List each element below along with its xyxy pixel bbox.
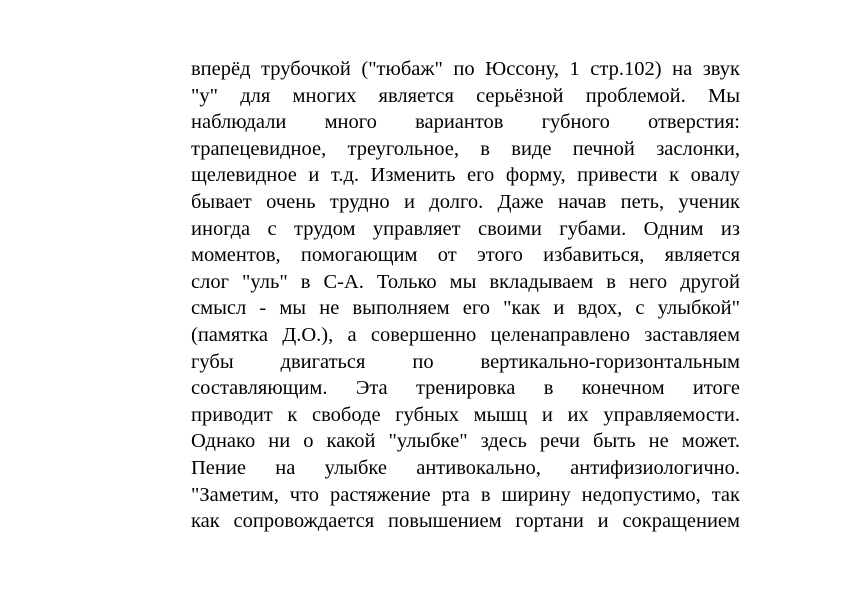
text-line: губы двигаться по вертикально-горизонтальным [191,350,740,373]
text-line: щелевидное и т.д. Изменить его форму, привести к овалу [191,164,740,187]
text-line: "Заметим, что растяжение рта в ширину недопустимо, так [191,483,740,506]
text-line: слог "уль" в С-А. Только мы вкладываем в него другой [191,270,740,293]
text-line: "у" для многих является серьёзной проблемой. Мы [191,84,740,107]
text-line: приводит к свободе губных мышц и их управляемости. [191,403,740,426]
text-line: Пение на улыбке антивокально, антифизиологично. [191,456,740,479]
text-line: Однако ни о какой "улыбке" здесь речи быть не может. [191,430,740,453]
text-line: (памятка Д.О.), а совершенно целенаправлено заставляем [191,323,740,346]
text-line: моментов, помогающим от этого избавиться, является [191,244,740,267]
text-line: трапецевидное, треугольное, в виде печной заслонки, [191,137,740,160]
text-line: вперёд трубочкой ("тюбаж" по Юссону, 1 стр.102) на звук [191,58,740,80]
text-line: бывает очень трудно и долго. Даже начав петь, ученик [191,190,740,213]
text-line: смысл - мы не выполняем его "как и вдох, с улыбкой" [191,297,740,320]
text-line: иногда с трудом управляет своими губами. Одним из [191,217,740,240]
text-line: составляющим. Эта тренировка в конечном итоге [191,377,740,400]
text-line: наблюдали много вариантов губного отверстия: [191,111,740,134]
text-line: как сопровождается повышением гортани и сокращением [191,510,740,533]
body-text [191,56,740,535]
